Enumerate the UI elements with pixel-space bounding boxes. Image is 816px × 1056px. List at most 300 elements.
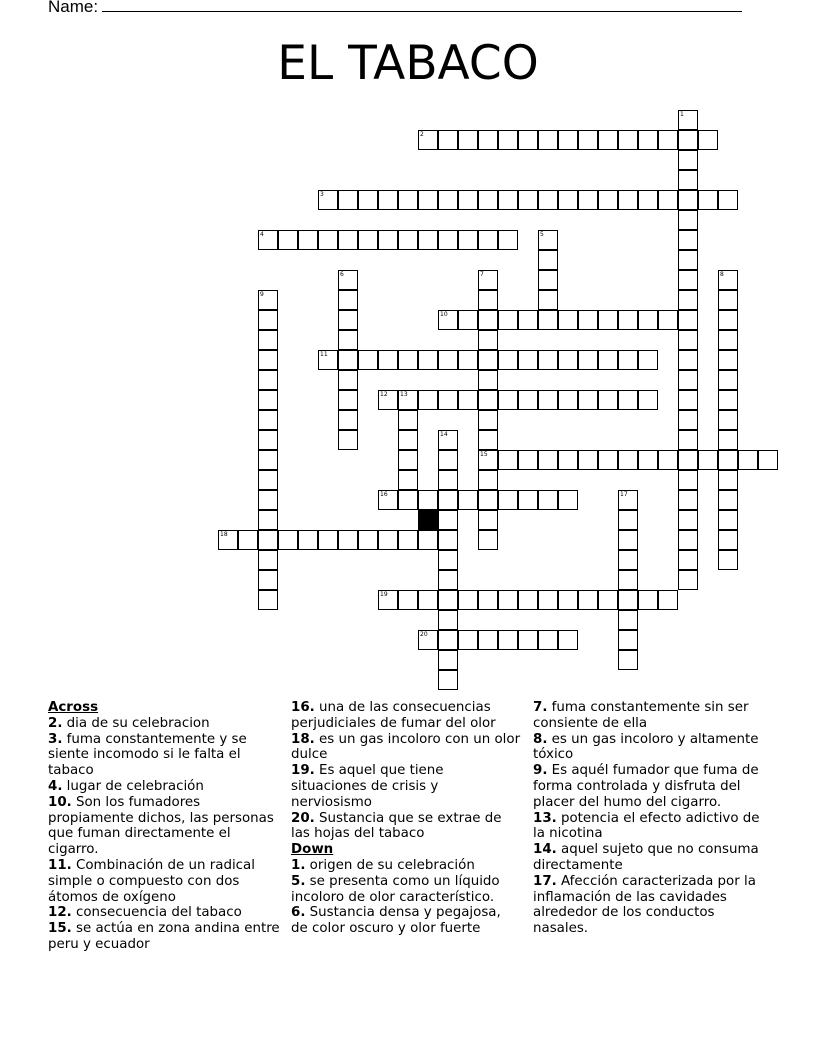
- grid-cell[interactable]: [498, 490, 518, 510]
- grid-cell[interactable]: [498, 350, 518, 370]
- grid-cell[interactable]: [438, 190, 458, 210]
- grid-cell[interactable]: [258, 370, 278, 390]
- grid-cell[interactable]: [478, 190, 498, 210]
- grid-cell[interactable]: [338, 530, 358, 550]
- grid-cell[interactable]: [618, 630, 638, 650]
- clue-text: Afección caracterizada por la inflamación de las cavidades alrededor de los conductos nasales.: [533, 873, 756, 937]
- grid-cell[interactable]: [438, 650, 458, 670]
- clue-number-1: 1: [680, 111, 684, 118]
- grid-cell[interactable]: [578, 450, 598, 470]
- grid-cell[interactable]: [518, 390, 538, 410]
- grid-cell[interactable]: [678, 150, 698, 170]
- clue-text: fuma constantemente y se siente incomodo si le falta el tabaco: [48, 731, 247, 779]
- grid-cell[interactable]: [438, 490, 458, 510]
- grid-cell[interactable]: [498, 390, 518, 410]
- grid-cell[interactable]: [438, 230, 458, 250]
- grid-cell[interactable]: [238, 530, 258, 550]
- grid-cell[interactable]: [678, 430, 698, 450]
- grid-cell[interactable]: [498, 630, 518, 650]
- clue-number: 18.: [291, 731, 315, 747]
- clue-number: 2.: [48, 715, 63, 731]
- grid-cell[interactable]: [618, 350, 638, 370]
- grid-cell[interactable]: [398, 430, 418, 450]
- grid-cell[interactable]: [718, 310, 738, 330]
- grid-cell[interactable]: [618, 490, 638, 510]
- grid-cell[interactable]: [438, 570, 458, 590]
- grid-cell[interactable]: [358, 530, 378, 550]
- grid-cell[interactable]: [498, 590, 518, 610]
- grid-cell[interactable]: [478, 390, 498, 410]
- grid-cell[interactable]: [258, 550, 278, 570]
- clue-number: 10.: [48, 794, 72, 810]
- clue-text: fuma constantemente sin ser consiente de ella: [533, 700, 749, 731]
- grid-cell[interactable]: [438, 590, 458, 610]
- grid-cell[interactable]: [618, 610, 638, 630]
- grid-cell[interactable]: [518, 130, 538, 150]
- grid-cell[interactable]: [258, 350, 278, 370]
- grid-cell[interactable]: [618, 590, 638, 610]
- grid-cell[interactable]: [658, 450, 678, 470]
- grid-cell[interactable]: [398, 470, 418, 490]
- clue-item: [48, 905, 280, 921]
- grid-cell[interactable]: [338, 330, 358, 350]
- grid-cell[interactable]: [718, 290, 738, 310]
- grid-cell[interactable]: [718, 370, 738, 390]
- black-cell: [418, 510, 438, 530]
- grid-cell[interactable]: [678, 110, 698, 130]
- grid-cell[interactable]: [698, 450, 718, 470]
- grid-cell[interactable]: [378, 590, 398, 610]
- grid-cell[interactable]: [478, 430, 498, 450]
- grid-cell[interactable]: [258, 430, 278, 450]
- grid-cell[interactable]: [698, 130, 718, 150]
- grid-cell[interactable]: [618, 550, 638, 570]
- grid-cell[interactable]: [498, 130, 518, 150]
- grid-cell[interactable]: [318, 190, 338, 210]
- clue-item: [291, 763, 521, 810]
- grid-cell[interactable]: [258, 330, 278, 350]
- grid-cell[interactable]: [558, 310, 578, 330]
- grid-cell[interactable]: [398, 530, 418, 550]
- grid-cell[interactable]: [258, 470, 278, 490]
- grid-cell[interactable]: [538, 450, 558, 470]
- grid-cell[interactable]: [558, 130, 578, 150]
- grid-cell[interactable]: [258, 450, 278, 470]
- grid-cell[interactable]: [678, 230, 698, 250]
- clue-number-19: 19: [380, 591, 388, 598]
- grid-cell[interactable]: [398, 450, 418, 470]
- grid-cell[interactable]: [518, 630, 538, 650]
- clue-number: 7.: [533, 700, 548, 715]
- grid-cell[interactable]: [338, 290, 358, 310]
- grid-cell[interactable]: [338, 230, 358, 250]
- grid-cell[interactable]: [538, 630, 558, 650]
- grid-cell[interactable]: [438, 430, 458, 450]
- grid-cell[interactable]: [718, 550, 738, 570]
- grid-cell[interactable]: [478, 130, 498, 150]
- clue-number-20: 20: [420, 631, 428, 638]
- clue-number-4: 4: [260, 231, 264, 238]
- clue-number: 12.: [48, 905, 72, 921]
- grid-cell[interactable]: [558, 390, 578, 410]
- grid-cell[interactable]: [418, 130, 438, 150]
- grid-cell[interactable]: [278, 230, 298, 250]
- grid-cell[interactable]: [498, 230, 518, 250]
- clue-text: Sustancia que se extrae de las hojas del tabaco: [291, 810, 502, 842]
- clue-item: [533, 700, 768, 732]
- grid-cell[interactable]: [658, 190, 678, 210]
- clues-heading: Across: [48, 700, 99, 715]
- grid-cell[interactable]: [578, 190, 598, 210]
- clue-item: [291, 874, 521, 906]
- grid-cell[interactable]: [478, 590, 498, 610]
- grid-cell[interactable]: [258, 390, 278, 410]
- clue-number-13: 13: [400, 391, 408, 398]
- grid-cell[interactable]: [458, 350, 478, 370]
- grid-cell[interactable]: [678, 330, 698, 350]
- grid-cell[interactable]: [618, 450, 638, 470]
- grid-cell[interactable]: [378, 350, 398, 370]
- grid-cell[interactable]: [258, 310, 278, 330]
- clue-number: 19.: [291, 763, 315, 779]
- grid-cell[interactable]: [298, 530, 318, 550]
- grid-cell[interactable]: [378, 490, 398, 510]
- grid-cell[interactable]: [618, 190, 638, 210]
- grid-cell[interactable]: [658, 310, 678, 330]
- clue-number-14: 14: [440, 431, 448, 438]
- grid-cell[interactable]: [658, 590, 678, 610]
- grid-cell[interactable]: [398, 410, 418, 430]
- grid-cell[interactable]: [478, 350, 498, 370]
- grid-cell[interactable]: [538, 130, 558, 150]
- grid-cell[interactable]: [598, 130, 618, 150]
- clue-text: aquel sujeto que no consuma directamente: [533, 842, 759, 873]
- grid-cell[interactable]: [518, 190, 538, 210]
- grid-cell[interactable]: [438, 350, 458, 370]
- clues-column-3: [533, 700, 768, 937]
- grid-cell[interactable]: [678, 530, 698, 550]
- clue-item: [533, 763, 768, 810]
- clue-item: [533, 874, 768, 937]
- grid-cell[interactable]: [718, 330, 738, 350]
- grid-cell[interactable]: [718, 430, 738, 450]
- grid-cell[interactable]: [758, 450, 778, 470]
- grid-cell[interactable]: [418, 490, 438, 510]
- grid-cell[interactable]: [378, 230, 398, 250]
- grid-cell[interactable]: [478, 270, 498, 290]
- grid-cell[interactable]: [418, 530, 438, 550]
- grid-cell[interactable]: [678, 270, 698, 290]
- grid-cell[interactable]: [398, 490, 418, 510]
- grid-cell[interactable]: [718, 270, 738, 290]
- grid-cell[interactable]: [678, 510, 698, 530]
- name-label: Name:: [48, 0, 99, 16]
- grid-cell[interactable]: [258, 530, 278, 550]
- grid-cell[interactable]: [678, 470, 698, 490]
- clue-number-10: 10: [440, 311, 448, 318]
- clue-number: 16.: [291, 700, 315, 715]
- grid-cell[interactable]: [578, 130, 598, 150]
- grid-cell[interactable]: [538, 270, 558, 290]
- grid-cell[interactable]: [318, 230, 338, 250]
- grid-cell[interactable]: [678, 170, 698, 190]
- clue-item: [48, 795, 280, 858]
- grid-cell[interactable]: [558, 590, 578, 610]
- grid-cell[interactable]: [258, 410, 278, 430]
- clue-text: Es aquel que tiene situaciones de crisis y nerviosismo: [291, 763, 444, 810]
- grid-cell[interactable]: [258, 510, 278, 530]
- grid-cell[interactable]: [638, 310, 658, 330]
- grid-cell[interactable]: [398, 230, 418, 250]
- grid-cell[interactable]: [558, 450, 578, 470]
- page-title: EL TABACO: [277, 36, 539, 91]
- grid-cell[interactable]: [598, 310, 618, 330]
- grid-cell[interactable]: [438, 470, 458, 490]
- grid-cell[interactable]: [618, 650, 638, 670]
- grid-cell[interactable]: [678, 290, 698, 310]
- grid-cell[interactable]: [518, 350, 538, 370]
- grid-cell[interactable]: [498, 190, 518, 210]
- grid-cell[interactable]: [418, 630, 438, 650]
- grid-cell[interactable]: [478, 470, 498, 490]
- grid-cell[interactable]: [578, 350, 598, 370]
- grid-cell[interactable]: [538, 390, 558, 410]
- grid-cell[interactable]: [478, 510, 498, 530]
- grid-cell[interactable]: [298, 230, 318, 250]
- grid-cell[interactable]: [478, 410, 498, 430]
- clue-number: 20.: [291, 810, 315, 826]
- grid-cell[interactable]: [678, 250, 698, 270]
- grid-cell[interactable]: [458, 630, 478, 650]
- clue-number-6: 6: [340, 271, 344, 278]
- clue-number-16: 16: [380, 491, 388, 498]
- grid-cell[interactable]: [458, 390, 478, 410]
- grid-cell[interactable]: [358, 350, 378, 370]
- grid-cell[interactable]: [458, 490, 478, 510]
- grid-cell[interactable]: [538, 290, 558, 310]
- grid-cell[interactable]: [438, 550, 458, 570]
- grid-cell[interactable]: [598, 390, 618, 410]
- grid-cell[interactable]: [558, 350, 578, 370]
- grid-cell[interactable]: [478, 230, 498, 250]
- clue-text: Son los fumadores propiamente dichos, las personas que fuman directamente el cigarro.: [48, 794, 274, 858]
- grid-cell[interactable]: [538, 250, 558, 270]
- grid-cell[interactable]: [678, 190, 698, 210]
- clue-item: [533, 811, 768, 843]
- grid-cell[interactable]: [678, 490, 698, 510]
- clue-number-2: 2: [420, 131, 424, 138]
- grid-cell[interactable]: [438, 310, 458, 330]
- grid-cell[interactable]: [458, 230, 478, 250]
- clue-number: 3.: [48, 731, 63, 747]
- grid-cell[interactable]: [678, 310, 698, 330]
- grid-cell[interactable]: [438, 530, 458, 550]
- grid-cell[interactable]: [438, 130, 458, 150]
- grid-cell[interactable]: [678, 450, 698, 470]
- grid-cell[interactable]: [478, 530, 498, 550]
- grid-cell[interactable]: [438, 510, 458, 530]
- grid-cell[interactable]: [378, 190, 398, 210]
- grid-cell[interactable]: [718, 490, 738, 510]
- grid-cell[interactable]: [438, 390, 458, 410]
- grid-cell[interactable]: [478, 370, 498, 390]
- grid-cell[interactable]: [338, 370, 358, 390]
- clue-item: [533, 842, 768, 874]
- grid-cell[interactable]: [478, 290, 498, 310]
- grid-cell[interactable]: [678, 390, 698, 410]
- grid-cell[interactable]: [398, 390, 418, 410]
- grid-cell[interactable]: [558, 190, 578, 210]
- grid-cell[interactable]: [718, 530, 738, 550]
- grid-cell[interactable]: [438, 670, 458, 690]
- grid-cell[interactable]: [558, 630, 578, 650]
- grid-cell[interactable]: [658, 130, 678, 150]
- grid-cell[interactable]: [458, 310, 478, 330]
- grid-cell[interactable]: [398, 590, 418, 610]
- grid-cell[interactable]: [478, 630, 498, 650]
- grid-cell[interactable]: [498, 310, 518, 330]
- grid-cell[interactable]: [638, 190, 658, 210]
- grid-cell[interactable]: [638, 390, 658, 410]
- grid-cell[interactable]: [718, 410, 738, 430]
- grid-cell[interactable]: [318, 530, 338, 550]
- grid-cell[interactable]: [438, 610, 458, 630]
- grid-cell[interactable]: [338, 190, 358, 210]
- grid-cell[interactable]: [458, 130, 478, 150]
- clue-number-3: 3: [320, 191, 324, 198]
- grid-cell[interactable]: [538, 310, 558, 330]
- grid-cell[interactable]: [418, 590, 438, 610]
- grid-cell[interactable]: [598, 350, 618, 370]
- grid-cell[interactable]: [678, 210, 698, 230]
- grid-cell[interactable]: [538, 230, 558, 250]
- grid-cell[interactable]: [678, 410, 698, 430]
- grid-cell[interactable]: [478, 490, 498, 510]
- grid-cell[interactable]: [318, 350, 338, 370]
- grid-cell[interactable]: [638, 590, 658, 610]
- grid-cell[interactable]: [538, 190, 558, 210]
- grid-cell[interactable]: [418, 390, 438, 410]
- grid-cell[interactable]: [358, 230, 378, 250]
- clue-item: [48, 921, 280, 953]
- grid-cell[interactable]: [618, 530, 638, 550]
- clue-item: [291, 811, 521, 843]
- clue-item: [533, 732, 768, 764]
- grid-cell[interactable]: [718, 470, 738, 490]
- clue-number-7: 7: [480, 271, 484, 278]
- grid-cell[interactable]: [618, 510, 638, 530]
- grid-cell[interactable]: [438, 630, 458, 650]
- grid-cell[interactable]: [258, 490, 278, 510]
- grid-cell[interactable]: [478, 330, 498, 350]
- grid-cell[interactable]: [518, 490, 538, 510]
- grid-cell[interactable]: [258, 290, 278, 310]
- clue-text: Sustancia densa y pegajosa, de color oscuro y olor fuerte: [291, 905, 501, 937]
- grid-cell[interactable]: [378, 530, 398, 550]
- grid-cell[interactable]: [738, 450, 758, 470]
- grid-cell[interactable]: [638, 350, 658, 370]
- grid-cell[interactable]: [718, 350, 738, 370]
- grid-cell[interactable]: [618, 390, 638, 410]
- grid-cell[interactable]: [518, 450, 538, 470]
- grid-cell[interactable]: [498, 450, 518, 470]
- grid-cell[interactable]: [458, 190, 478, 210]
- grid-cell[interactable]: [618, 310, 638, 330]
- grid-cell[interactable]: [518, 590, 538, 610]
- grid-cell[interactable]: [418, 190, 438, 210]
- grid-cell[interactable]: [478, 450, 498, 470]
- clue-number-5: 5: [540, 231, 544, 238]
- clues-column-2: [291, 700, 521, 937]
- grid-cell[interactable]: [438, 450, 458, 470]
- grid-cell[interactable]: [338, 410, 358, 430]
- grid-cell[interactable]: [678, 130, 698, 150]
- grid-cell[interactable]: [698, 190, 718, 210]
- grid-cell[interactable]: [618, 130, 638, 150]
- grid-cell[interactable]: [338, 390, 358, 410]
- grid-cell[interactable]: [578, 310, 598, 330]
- grid-cell[interactable]: [718, 390, 738, 410]
- grid-cell[interactable]: [638, 130, 658, 150]
- grid-cell[interactable]: [258, 590, 278, 610]
- grid-cell[interactable]: [398, 350, 418, 370]
- grid-cell[interactable]: [538, 490, 558, 510]
- grid-cell[interactable]: [418, 230, 438, 250]
- grid-cell[interactable]: [258, 570, 278, 590]
- grid-cell[interactable]: [418, 350, 438, 370]
- grid-cell[interactable]: [678, 370, 698, 390]
- grid-cell[interactable]: [578, 590, 598, 610]
- grid-cell[interactable]: [458, 590, 478, 610]
- grid-cell[interactable]: [478, 310, 498, 330]
- clue-text: se actúa en zona andina entre peru y ecuador: [48, 921, 280, 952]
- grid-cell[interactable]: [678, 550, 698, 570]
- grid-cell[interactable]: [518, 310, 538, 330]
- grid-cell[interactable]: [638, 450, 658, 470]
- grid-cell[interactable]: [598, 190, 618, 210]
- grid-cell[interactable]: [538, 590, 558, 610]
- grid-cell[interactable]: [338, 430, 358, 450]
- grid-cell[interactable]: [278, 530, 298, 550]
- clue-text: dia de su celebracion: [62, 715, 210, 731]
- clue-text: Es aquél fumador que fuma de forma controlada y disfruta del placer del humo del cigarro.: [533, 763, 759, 810]
- grid-cell[interactable]: [678, 350, 698, 370]
- grid-cell[interactable]: [338, 350, 358, 370]
- grid-cell[interactable]: [718, 450, 738, 470]
- grid-cell[interactable]: [718, 510, 738, 530]
- grid-cell[interactable]: [218, 530, 238, 550]
- clue-text: es un gas incoloro y altamente tóxico: [533, 731, 759, 763]
- grid-cell[interactable]: [618, 570, 638, 590]
- grid-cell[interactable]: [398, 190, 418, 210]
- clue-number-17: 17: [620, 491, 628, 498]
- grid-cell[interactable]: [678, 570, 698, 590]
- grid-cell[interactable]: [558, 490, 578, 510]
- grid-cell[interactable]: [578, 390, 598, 410]
- grid-cell[interactable]: [538, 350, 558, 370]
- grid-cell[interactable]: [338, 270, 358, 290]
- grid-cell[interactable]: [338, 310, 358, 330]
- grid-cell[interactable]: [598, 590, 618, 610]
- clue-text: lugar de celebración: [62, 778, 204, 794]
- clue-text: es un gas incoloro con un olor dulce: [291, 731, 521, 763]
- grid-cell[interactable]: [258, 230, 278, 250]
- grid-cell[interactable]: [358, 190, 378, 210]
- clues-column-1: [48, 700, 280, 953]
- grid-cell[interactable]: [378, 390, 398, 410]
- grid-cell[interactable]: [718, 190, 738, 210]
- grid-cell[interactable]: [598, 450, 618, 470]
